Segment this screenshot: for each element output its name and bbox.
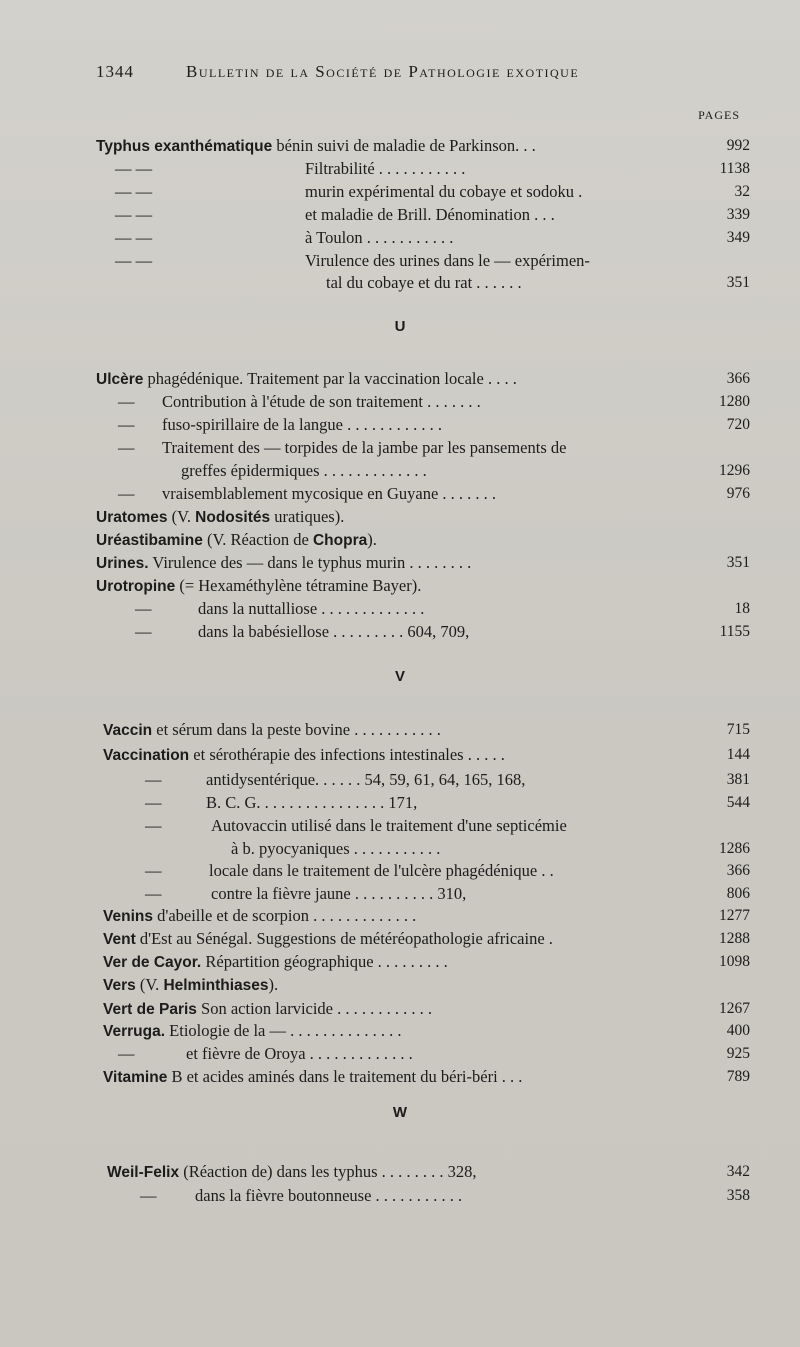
entry-page-number: 381 bbox=[726, 771, 750, 788]
entry-keyword: Ver de Cayor. bbox=[103, 954, 202, 971]
index-entry bbox=[115, 203, 555, 227]
entry-keyword: Uratomes bbox=[96, 509, 168, 526]
entry-text: locale dans le traitement de l'ulcère phagédénique . . bbox=[209, 861, 554, 880]
entry-page-number: 992 bbox=[726, 137, 750, 154]
entry-page-number: 976 bbox=[726, 485, 750, 502]
entry-keyword: Vaccination bbox=[103, 747, 190, 764]
entry-keyword: Vert de Paris bbox=[103, 1001, 197, 1018]
entry-text: et maladie de Brill. Dénomination . . . bbox=[305, 205, 555, 224]
index-entry bbox=[118, 413, 442, 437]
entry-text: (V. Réaction de bbox=[202, 530, 313, 549]
entry-keyword: Urines. bbox=[96, 555, 149, 572]
pages-column-label: PAGES bbox=[698, 108, 740, 122]
index-entry bbox=[103, 743, 505, 767]
entry-page-number: 351 bbox=[726, 274, 750, 291]
index-entry bbox=[118, 436, 567, 460]
index-entry bbox=[118, 1042, 413, 1066]
entry-page-number: 144 bbox=[726, 746, 750, 763]
entry-page-number: 1267 bbox=[719, 1000, 750, 1017]
index-entry bbox=[181, 459, 427, 483]
page-number: 1344 bbox=[96, 62, 134, 81]
entry-page-number: 400 bbox=[726, 1022, 750, 1039]
entry-text: fuso-spirillaire de la langue . . . . . . . . . . . . bbox=[162, 415, 442, 434]
entry-cross-reference: Chopra bbox=[312, 532, 368, 549]
entry-text: Virulence des — dans le typhus murin . . . . . . . . bbox=[148, 553, 472, 572]
index-entry bbox=[103, 927, 553, 951]
index-entry bbox=[140, 1184, 463, 1208]
index-entry bbox=[145, 859, 554, 883]
entry-text: vraisemblablement mycosique en Guyane . . . . . . . bbox=[162, 484, 497, 503]
ditto-dash: — bbox=[118, 438, 135, 457]
index-entry bbox=[326, 271, 522, 295]
entry-text: contre la fièvre jaune . . . . . . . . . . 310, bbox=[211, 884, 467, 903]
entry-page-number: 1277 bbox=[719, 907, 750, 924]
index-entry bbox=[103, 1065, 522, 1089]
entry-text: phagédénique. Traitement par la vaccination locale . . . . bbox=[143, 369, 517, 388]
entry-continuation: à b. pyocyaniques . . . . . . . . . . . bbox=[231, 839, 441, 858]
entry-text: Virulence des urines dans le — expérimen- bbox=[305, 251, 590, 270]
entry-text: (Réaction de) dans les typhus . . . . . . . . 328, bbox=[179, 1162, 477, 1181]
entry-text: B et acides aminés dans le traitement du béri-béri . . . bbox=[167, 1067, 523, 1086]
entry-text: B. C. G. . . . . . . . . . . . . . . . 171, bbox=[206, 793, 418, 812]
running-header bbox=[96, 62, 736, 90]
entry-text: (V. bbox=[167, 507, 196, 526]
entry-page-number: 720 bbox=[726, 416, 750, 433]
journal-title: Bulletin de la Société de Pathologie exotique bbox=[186, 62, 580, 81]
entry-text-tail: uratiques). bbox=[270, 507, 345, 526]
entry-keyword: Vaccin bbox=[103, 722, 153, 739]
entry-text-tail: ). bbox=[367, 530, 377, 549]
entry-page-number: 32 bbox=[734, 183, 750, 200]
index-entry bbox=[118, 390, 481, 414]
entry-cross-reference: Helminthiases bbox=[163, 977, 269, 994]
section-letter-u: U bbox=[394, 318, 406, 335]
entry-page-number: 544 bbox=[726, 794, 750, 811]
entry-page-number: 1155 bbox=[719, 623, 750, 640]
ditto-dash: — — bbox=[115, 205, 153, 224]
entry-keyword: Typhus exanthématique bbox=[96, 138, 273, 155]
entry-text: dans la fièvre boutonneuse . . . . . . . . . . . bbox=[195, 1186, 463, 1205]
entry-keyword: Uréastibamine bbox=[96, 532, 203, 549]
index-entry bbox=[145, 814, 567, 838]
entry-keyword: Vent bbox=[103, 931, 136, 948]
index-entry bbox=[115, 249, 590, 273]
entry-text: Traitement des — torpides de la jambe par les pansements de bbox=[162, 438, 567, 457]
entry-continuation: greffes épidermiques . . . . . . . . . . . . . bbox=[181, 461, 427, 480]
entry-page-number: 18 bbox=[734, 600, 750, 617]
index-entry bbox=[103, 950, 448, 974]
entry-text: et sérum dans la peste bovine . . . . . . . . . . . bbox=[152, 720, 441, 739]
index-entry bbox=[115, 157, 466, 181]
index-entry bbox=[107, 1160, 477, 1184]
entry-keyword: Urotropine bbox=[96, 578, 176, 595]
entry-text: bénin suivi de maladie de Parkinson. . . bbox=[272, 136, 536, 155]
index-entry bbox=[96, 574, 421, 598]
entry-keyword: Vitamine bbox=[103, 1069, 168, 1086]
entry-page-number: 366 bbox=[726, 862, 750, 879]
index-entry bbox=[96, 134, 536, 158]
entry-page-number: 342 bbox=[726, 1163, 750, 1180]
ditto-dash: — bbox=[145, 884, 162, 903]
entry-page-number: 351 bbox=[726, 554, 750, 571]
entry-page-number: 806 bbox=[726, 885, 750, 902]
entry-text: Contribution à l'étude de son traitement . . . . . . . bbox=[162, 392, 481, 411]
entry-page-number: 1286 bbox=[719, 840, 750, 857]
index-entry bbox=[96, 505, 344, 529]
entry-text: Etiologie de la — . . . . . . . . . . . . . . bbox=[165, 1021, 402, 1040]
index-entry bbox=[115, 226, 454, 250]
entry-text: Autovaccin utilisé dans le traitement d'une septicémie bbox=[211, 816, 567, 835]
entry-keyword: Verruga. bbox=[103, 1023, 166, 1040]
entry-page-number: 1280 bbox=[719, 393, 750, 410]
entry-text: dans la babésiellose . . . . . . . . . 604, 709, bbox=[198, 622, 470, 641]
ditto-dash: — bbox=[118, 415, 135, 434]
ditto-dash: — bbox=[135, 622, 152, 641]
ditto-dash: — bbox=[145, 770, 162, 789]
entry-text: Répartition géographique . . . . . . . . . bbox=[201, 952, 448, 971]
entry-text: (= Hexaméthylène tétramine Bayer). bbox=[175, 576, 422, 595]
entry-page-number: 715 bbox=[726, 721, 750, 738]
ditto-dash: — bbox=[145, 861, 162, 880]
entry-text: à Toulon . . . . . . . . . . . bbox=[305, 228, 454, 247]
ditto-dash: — bbox=[145, 816, 162, 835]
entry-page-number: 1296 bbox=[719, 462, 750, 479]
entry-continuation: tal du cobaye et du rat . . . . . . bbox=[326, 273, 522, 292]
entry-text: dans la nuttalliose . . . . . . . . . . . . . bbox=[198, 599, 425, 618]
entry-page-number: 349 bbox=[726, 229, 750, 246]
entry-text: (V. bbox=[135, 975, 164, 994]
index-entry bbox=[135, 620, 470, 644]
ditto-dash: — — bbox=[115, 251, 153, 270]
entry-text: et sérothérapie des infections intestinales . . . . . bbox=[189, 745, 505, 764]
entry-keyword: Venins bbox=[103, 908, 153, 925]
index-entry bbox=[103, 904, 416, 928]
entry-keyword: Ulcère bbox=[96, 371, 144, 388]
index-entry bbox=[135, 597, 425, 621]
entry-page-number: 1098 bbox=[719, 953, 750, 970]
ditto-dash: — bbox=[135, 599, 152, 618]
ditto-dash: — bbox=[118, 392, 135, 411]
entry-page-number: 1288 bbox=[719, 930, 750, 947]
entry-page-number: 358 bbox=[726, 1187, 750, 1204]
ditto-dash: — bbox=[140, 1186, 157, 1205]
ditto-dash: — bbox=[118, 1044, 135, 1063]
entry-text: Son action larvicide . . . . . . . . . . . . bbox=[196, 999, 433, 1018]
index-entry bbox=[96, 528, 377, 552]
entry-keyword: Vers bbox=[103, 977, 136, 994]
entry-text: d'Est au Sénégal. Suggestions de météréopathologie africaine . bbox=[135, 929, 553, 948]
entry-page-number: 366 bbox=[726, 370, 750, 387]
index-entry bbox=[103, 997, 432, 1021]
ditto-dash: — — bbox=[115, 159, 153, 178]
entry-cross-reference: Nodosités bbox=[195, 509, 271, 526]
index-entry bbox=[96, 367, 517, 391]
index-entry bbox=[115, 180, 583, 204]
index-entry bbox=[103, 973, 278, 997]
entry-text: Filtrabilité . . . . . . . . . . . bbox=[305, 159, 466, 178]
ditto-dash: — — bbox=[115, 228, 153, 247]
section-letter-w: W bbox=[392, 1104, 408, 1121]
index-entry bbox=[103, 718, 441, 742]
entry-page-number: 925 bbox=[726, 1045, 750, 1062]
entry-text: murin expérimental du cobaye et sodoku . bbox=[305, 182, 583, 201]
entry-text: d'abeille et de scorpion . . . . . . . . . . . . . bbox=[152, 906, 417, 925]
index-entry bbox=[145, 882, 467, 906]
entry-page-number: 789 bbox=[726, 1068, 750, 1085]
index-entry bbox=[145, 768, 526, 792]
entry-page-number: 1138 bbox=[719, 160, 750, 177]
index-entry bbox=[118, 482, 497, 506]
index-entry bbox=[145, 791, 418, 815]
index-entry bbox=[231, 837, 440, 861]
entry-keyword: Weil-Felix bbox=[107, 1164, 180, 1181]
section-letter-v: V bbox=[394, 668, 405, 685]
entry-text: et fièvre de Oroya . . . . . . . . . . . . . bbox=[186, 1044, 413, 1063]
entry-page-number: 339 bbox=[726, 206, 750, 223]
entry-text: antidysentérique. . . . . . 54, 59, 61, 64, 165, 168, bbox=[206, 770, 526, 789]
index-entry bbox=[103, 1019, 402, 1043]
ditto-dash: — — bbox=[115, 182, 153, 201]
ditto-dash: — bbox=[145, 793, 162, 812]
entry-text-tail: ). bbox=[268, 975, 279, 994]
index-entry bbox=[96, 551, 471, 575]
ditto-dash: — bbox=[118, 484, 135, 503]
